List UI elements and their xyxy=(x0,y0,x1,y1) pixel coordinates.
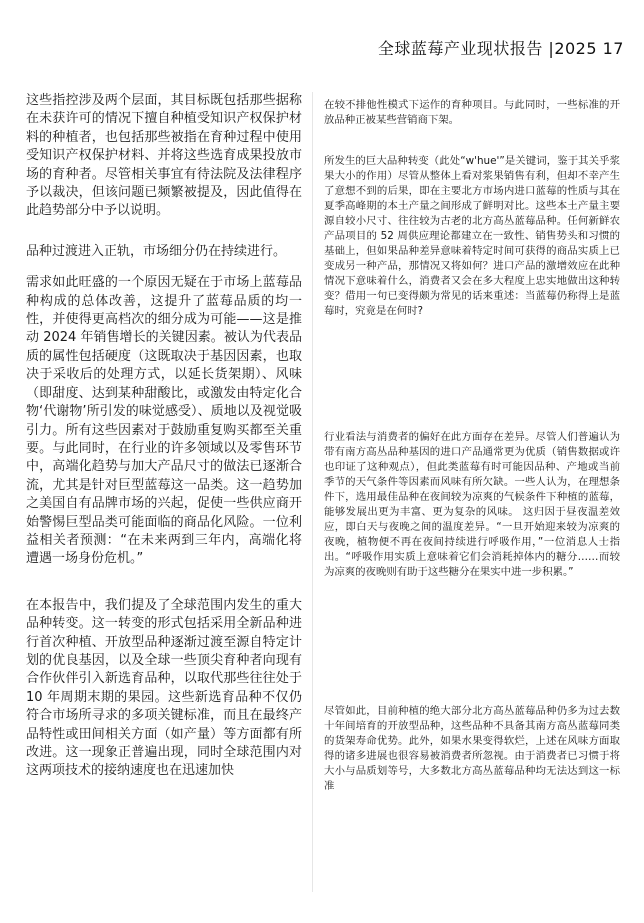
paragraph-ip-allegations: 这些指控涉及两个层面，其目标既包括那些据称在未获许可的情况下擅自种植受知识产权保护材料的种植者，也包括那些被指在育种过程中使用受知识产权保护材料、并将这些选育成果投放市场的育种者。尽管相关事宜有待法院及法律程序予以裁决，但该问题已频繁被提及，因此值得在此趋势部分中予以说明。 xyxy=(26,93,302,219)
paragraph-breeding-programs: 在较不排他性模式下运作的育种项目。与此同时，一些标准的开放品种正被某些营销商下架。 xyxy=(324,99,620,126)
left-column xyxy=(26,92,302,781)
paragraph-varietal-consequences: 所发生的巨大品种转变（此处“w'hue'”是关键词，鉴于其关乎浆果大小的作用）尽管从整体上看对浆果销售有利，但却不幸产生了意想不到的后果，即在主要北方市场内进口蓝莓的性质与其在夏季高峰期的本土产量之间形成了鲜明对比。这些本土产量主要源自较小尺寸、往往较为古老的北方高丛蓝莓品种。任何新鲜农产品项目的 52 周供应理论都建立在一致性、销售势头和习惯的基础上，但如果品种差异意味着特定时间可获得的商品实质上已变成另一种产品，那情况又将如何？进口产品的激增效应在此种情况下意味着什么，消费者又会在多大程度上忠实地做出这种转变？借用一句已变得颇为常见的话来重述：当蓝莓仍称得上是蓝莓时，究竟是在何时? xyxy=(324,155,620,317)
report-header: 全球蓝莓产业现状报告 |2025 17 xyxy=(377,39,624,58)
paragraph-demand-quality: 需求如此旺盛的一个原因无疑在于市场上蓝莓品种构成的总体改善，这提升了蓝莓品质的均一性，并使得更高档次的细分成为可能——这是推动 2024 年销售增长的关键因素。被认为代表品质的属性包括硬度（这既取决于基因因素，也取决于采收后的处理方式，以延长货架期）、风味（即甜度、达到某种甜酸比，或激发由特定化合物‘代谢物’所引发的味觉感受）、质地以及视觉吸引力。所有这些因素对于鼓励重复购买都至关重要。与此同时，在行业的许多领域以及零售环节中，高端化趋势与加大产品尺寸的做法已逐渐合流，尤其是针对巨型蓝莓这一品类。这一趋势加之美国自有品牌市场的兴起，促使一些供应商开始警惕巨型品类可能面临的商品化风险。一位利益相关者预测：“在未来两到三年内，高端化将遭遇一场身份危机。” xyxy=(26,275,302,567)
paragraph-varietal-shift: 在本报告中，我们提及了全球范围内发生的重大品种转变。这一转变的形式包括采用全新品种进行首次种植、开放型品种逐渐过渡至源自特定计划的优良基因，以及全球一些顶尖育种者向现有合作伙伴引入新选育品种，以取代那些往往处于 10 年周期末期的果园。这些新选育品种不仅仍符合市场所寻求的多项关键标准，而且在最终产品特性或田间相关方面（如产量）等方面都有所改进。这一现象正普遍出现，同时全球范围内对这两项技术的接纳速度也在迅速加快 xyxy=(26,597,302,779)
column-divider xyxy=(312,92,313,892)
paragraph-flavor-perception: 行业看法与消费者的偏好在此方面存在差异。尽管人们普遍认为带有南方高丛品种基因的进口产品通常更为优质（销售数据或许也印证了这种观点），但此类蓝莓有时可能因品种、产地或当前季节的天气条件等因素而风味有所欠缺。一些人认为，在理想条件下，选用最佳品种在夜间较为凉爽的气候条件下种植的蓝莓，能够发展出更为丰富、更为复杂的风味。 这归因于昼夜温差效应，即白天与夜晚之间的温度差异。“一旦开始迎来较为凉爽的夜晚，植物便不再在夜间持续进行呼吸作用，”一位消息人士指出。“呼吸作用实质上意味着它们会消耗掉体内的糖分……而较为凉爽的夜晚则有助于这些糖分在果实中进一步积累。” xyxy=(324,431,620,578)
paragraph-northern-highbush: 尽管如此，目前种植的绝大部分北方高丛蓝莓品种仍多为过去数十年间培育的开放型品种，这些品种不具备其南方高丛蓝莓同类的货架寿命优势。此外，如果水果变得软烂，上述在风味方面取得的诸多进展也很容易被消费者所忽视。由于消费者已习惯于将大小与品质划等号，大多数北方高丛蓝莓品种均无法达到这一标准 xyxy=(324,705,620,792)
section-heading-varietal-transition: 品种过渡进入正轨，市场细分仍在持续进行。 xyxy=(26,243,287,259)
